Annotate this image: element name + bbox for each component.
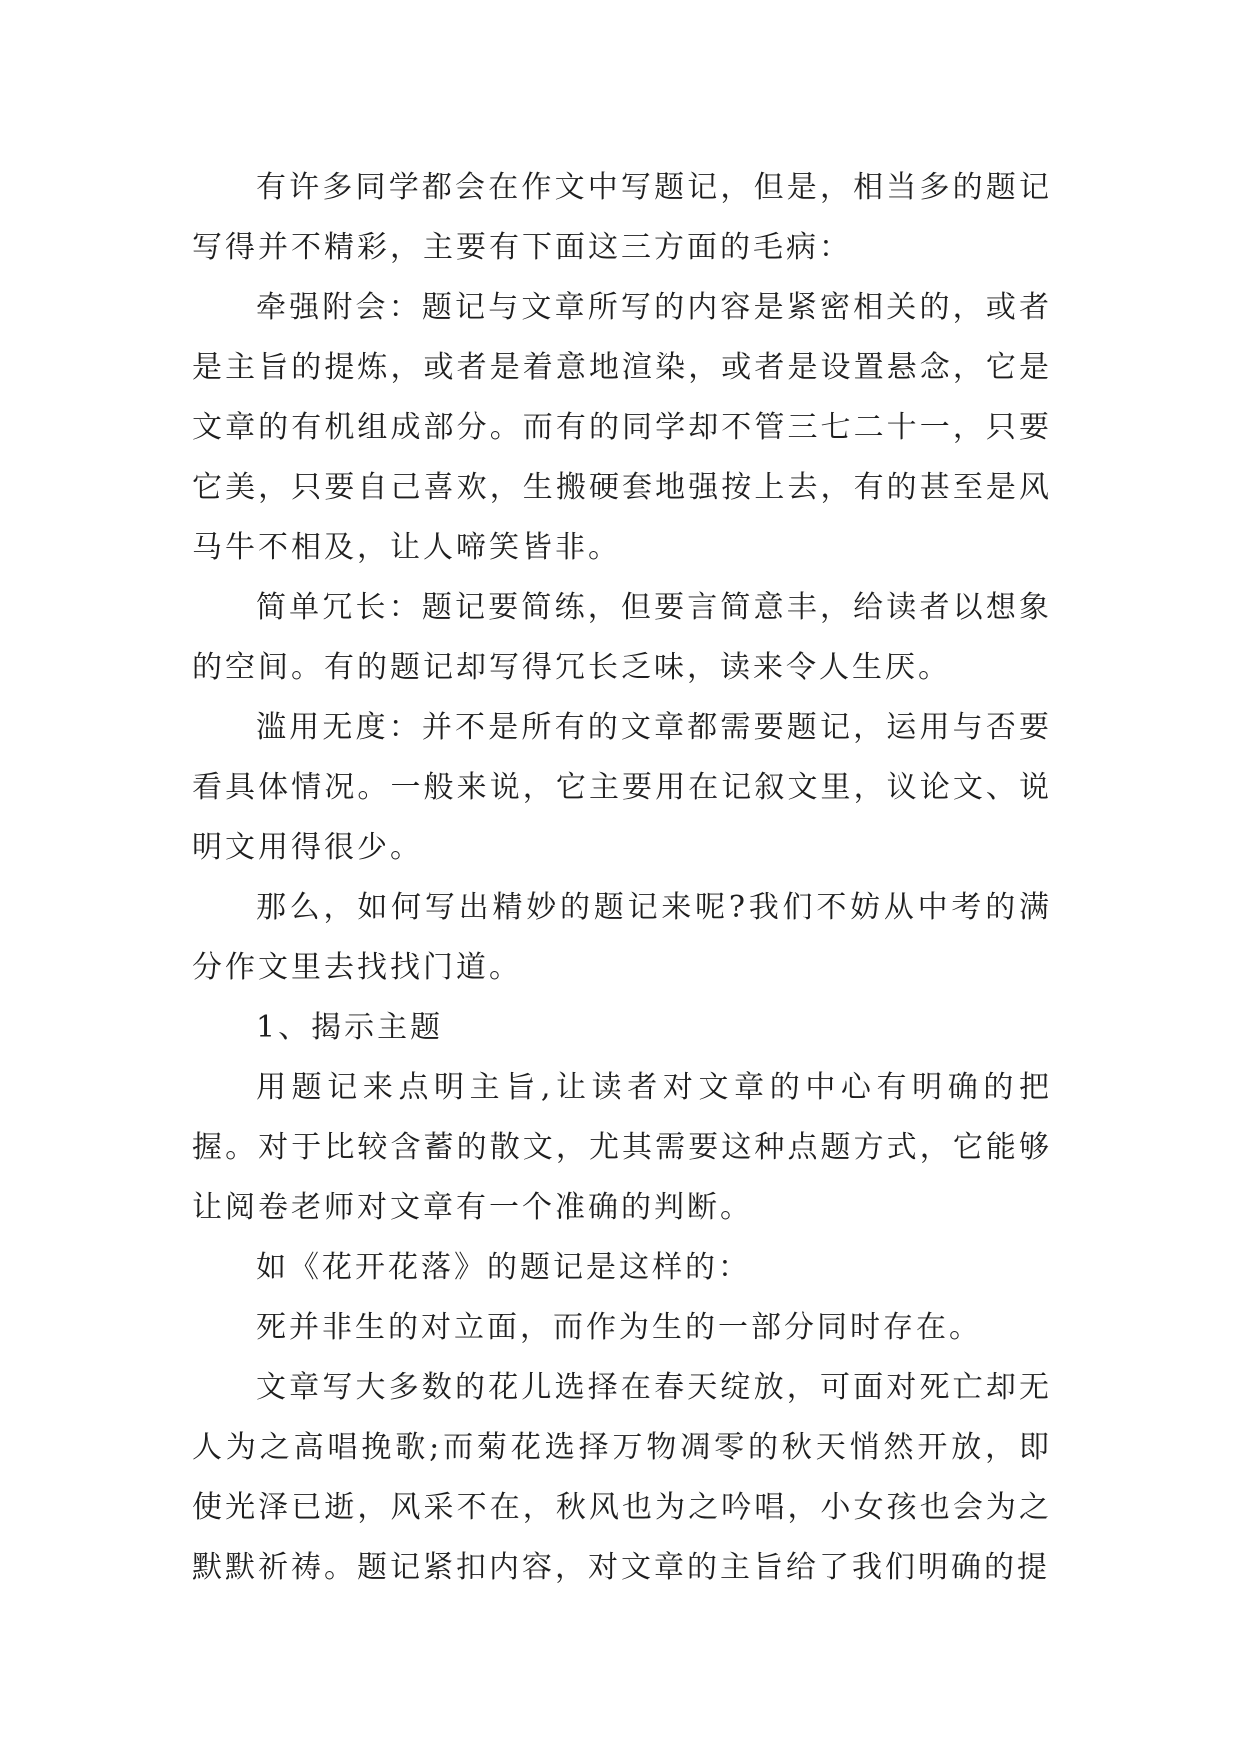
paragraph-example-intro: 如《花开花落》的题记是这样的： [256,1250,751,1285]
paragraph-verbose: 简单冗长：题记要简练，但要言简意丰，给读者以想象的空间。有的题记却写得冗长乏味，读来令人生厌。 [192,590,1052,685]
document-page [192,158,1052,1678]
paragraph-far-fetched: 牵强附会：题记与文章所写的内容是紧密相关的，或者是主旨的提炼，或者是着意地渲染，或者是设置悬念，它是文章的有机组成部分。而有的同学却不管三七二十一，只要它美，只要自己喜欢，生搬硬套地强按上去，有的甚至是风马牛不相及，让人啼笑皆非。 [192,290,1052,565]
paragraph-overuse: 滥用无度：并不是所有的文章都需要题记，运用与否要看具体情况。一般来说，它主要用在记叙文里，议论文、说明文用得很少。 [192,710,1052,865]
paragraph-epigraph-quote: 死并非生的对立面，而作为生的一部分同时存在。 [256,1310,982,1345]
paragraph-intro: 有许多同学都会在作文中写题记，但是，相当多的题记写得并不精彩，主要有下面这三方面的毛病： [192,170,1052,265]
paragraph-analysis: 文章写大多数的花儿选择在春天绽放，可面对死亡却无人为之高唱挽歌;而菊花选择万物凋零的秋天悄然开放，即使光泽已逝，风采不在，秋风也为之吟唱，小女孩也会为之默默祈祷。题记紧扣内容，对文章的主旨给了我们明确的提 [192,1370,1052,1585]
paragraph-theme: 用题记来点明主旨,让读者对文章的中心有明确的把握。对于比较含蓄的散文，尤其需要这种点题方式，它能够让阅卷老师对文章有一个准确的判断。 [192,1070,1052,1225]
section-heading: 1、揭示主题 [256,1010,444,1045]
paragraph-question: 那么，如何写出精妙的题记来呢?我们不妨从中考的满分作文里去找找门道。 [192,890,1052,985]
